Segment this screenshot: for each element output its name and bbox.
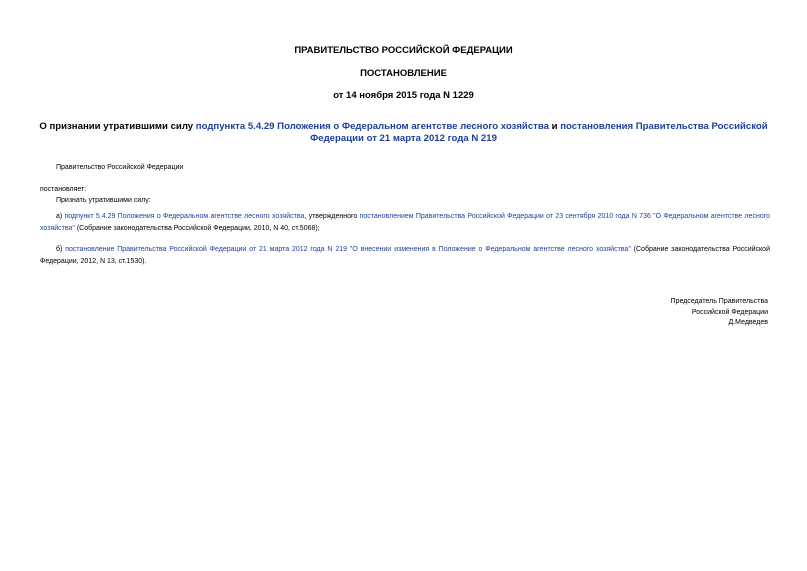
date-number-heading: от 14 ноября 2015 года N 1229 [333, 90, 474, 101]
item-a-text-approved: , утвержденного [304, 213, 360, 220]
document-title [30, 121, 777, 145]
item-a-marker: а) [56, 213, 65, 220]
government-heading: ПРАВИТЕЛЬСТВО РОССИЙСКОЙ ФЕДЕРАЦИИ [294, 45, 513, 56]
title-prefix: О признании утратившими силу [39, 121, 196, 132]
signature-block [671, 297, 768, 329]
title-middle: и [548, 121, 561, 132]
signature-name: Д.Медведев [728, 319, 768, 326]
item-b-paragraph [40, 244, 770, 267]
signature-position-line2: Российской Федерации [691, 308, 768, 316]
title-link-subpoint[interactable]: подпункта 5.4.29 Положения о Федеральном агентстве лесного хозяйства [195, 121, 549, 132]
document-type-heading: ПОСТАНОВЛЕНИЕ [360, 68, 447, 79]
item-a-text-source: (Собрание законодательства Российской Федерации, 2010, N 40, ст.5068); [74, 224, 320, 232]
item-a-link-subpoint[interactable]: подпункт 5.4.29 Положения о Федеральном агентстве лесного хозяйства [64, 213, 305, 220]
item-a-paragraph [40, 211, 770, 234]
decrees-text: постановляет: [40, 186, 87, 193]
item-b-link-resolution[interactable]: постановление Правительства Российской Федерации от 21 марта 2012 года N 219 "О внесении изменения в Положение о Федеральном агентстве лесного хозяйства" [65, 246, 631, 253]
recognize-text: Признать утратившими силу: [56, 197, 151, 204]
item-a-link-resolution[interactable]: постановлением Правительства Российской Федерации от 23 сентября 2010 года N 736 "О Федеральном агентстве лесного хозяйства" [40, 213, 771, 232]
title-link-resolution[interactable]: постановления Правительства Российской Федерации от 21 марта 2012 года N 219 [310, 121, 768, 144]
item-b-marker: б) [56, 246, 66, 253]
item-b-text-source: (Собрание законодательства Российской Федерации, 2012, N 13, ст.1530). [40, 246, 770, 265]
signature-position-line1: Председатель Правительства [670, 298, 768, 305]
intro-text: Правительство Российской Федерации [56, 164, 184, 171]
